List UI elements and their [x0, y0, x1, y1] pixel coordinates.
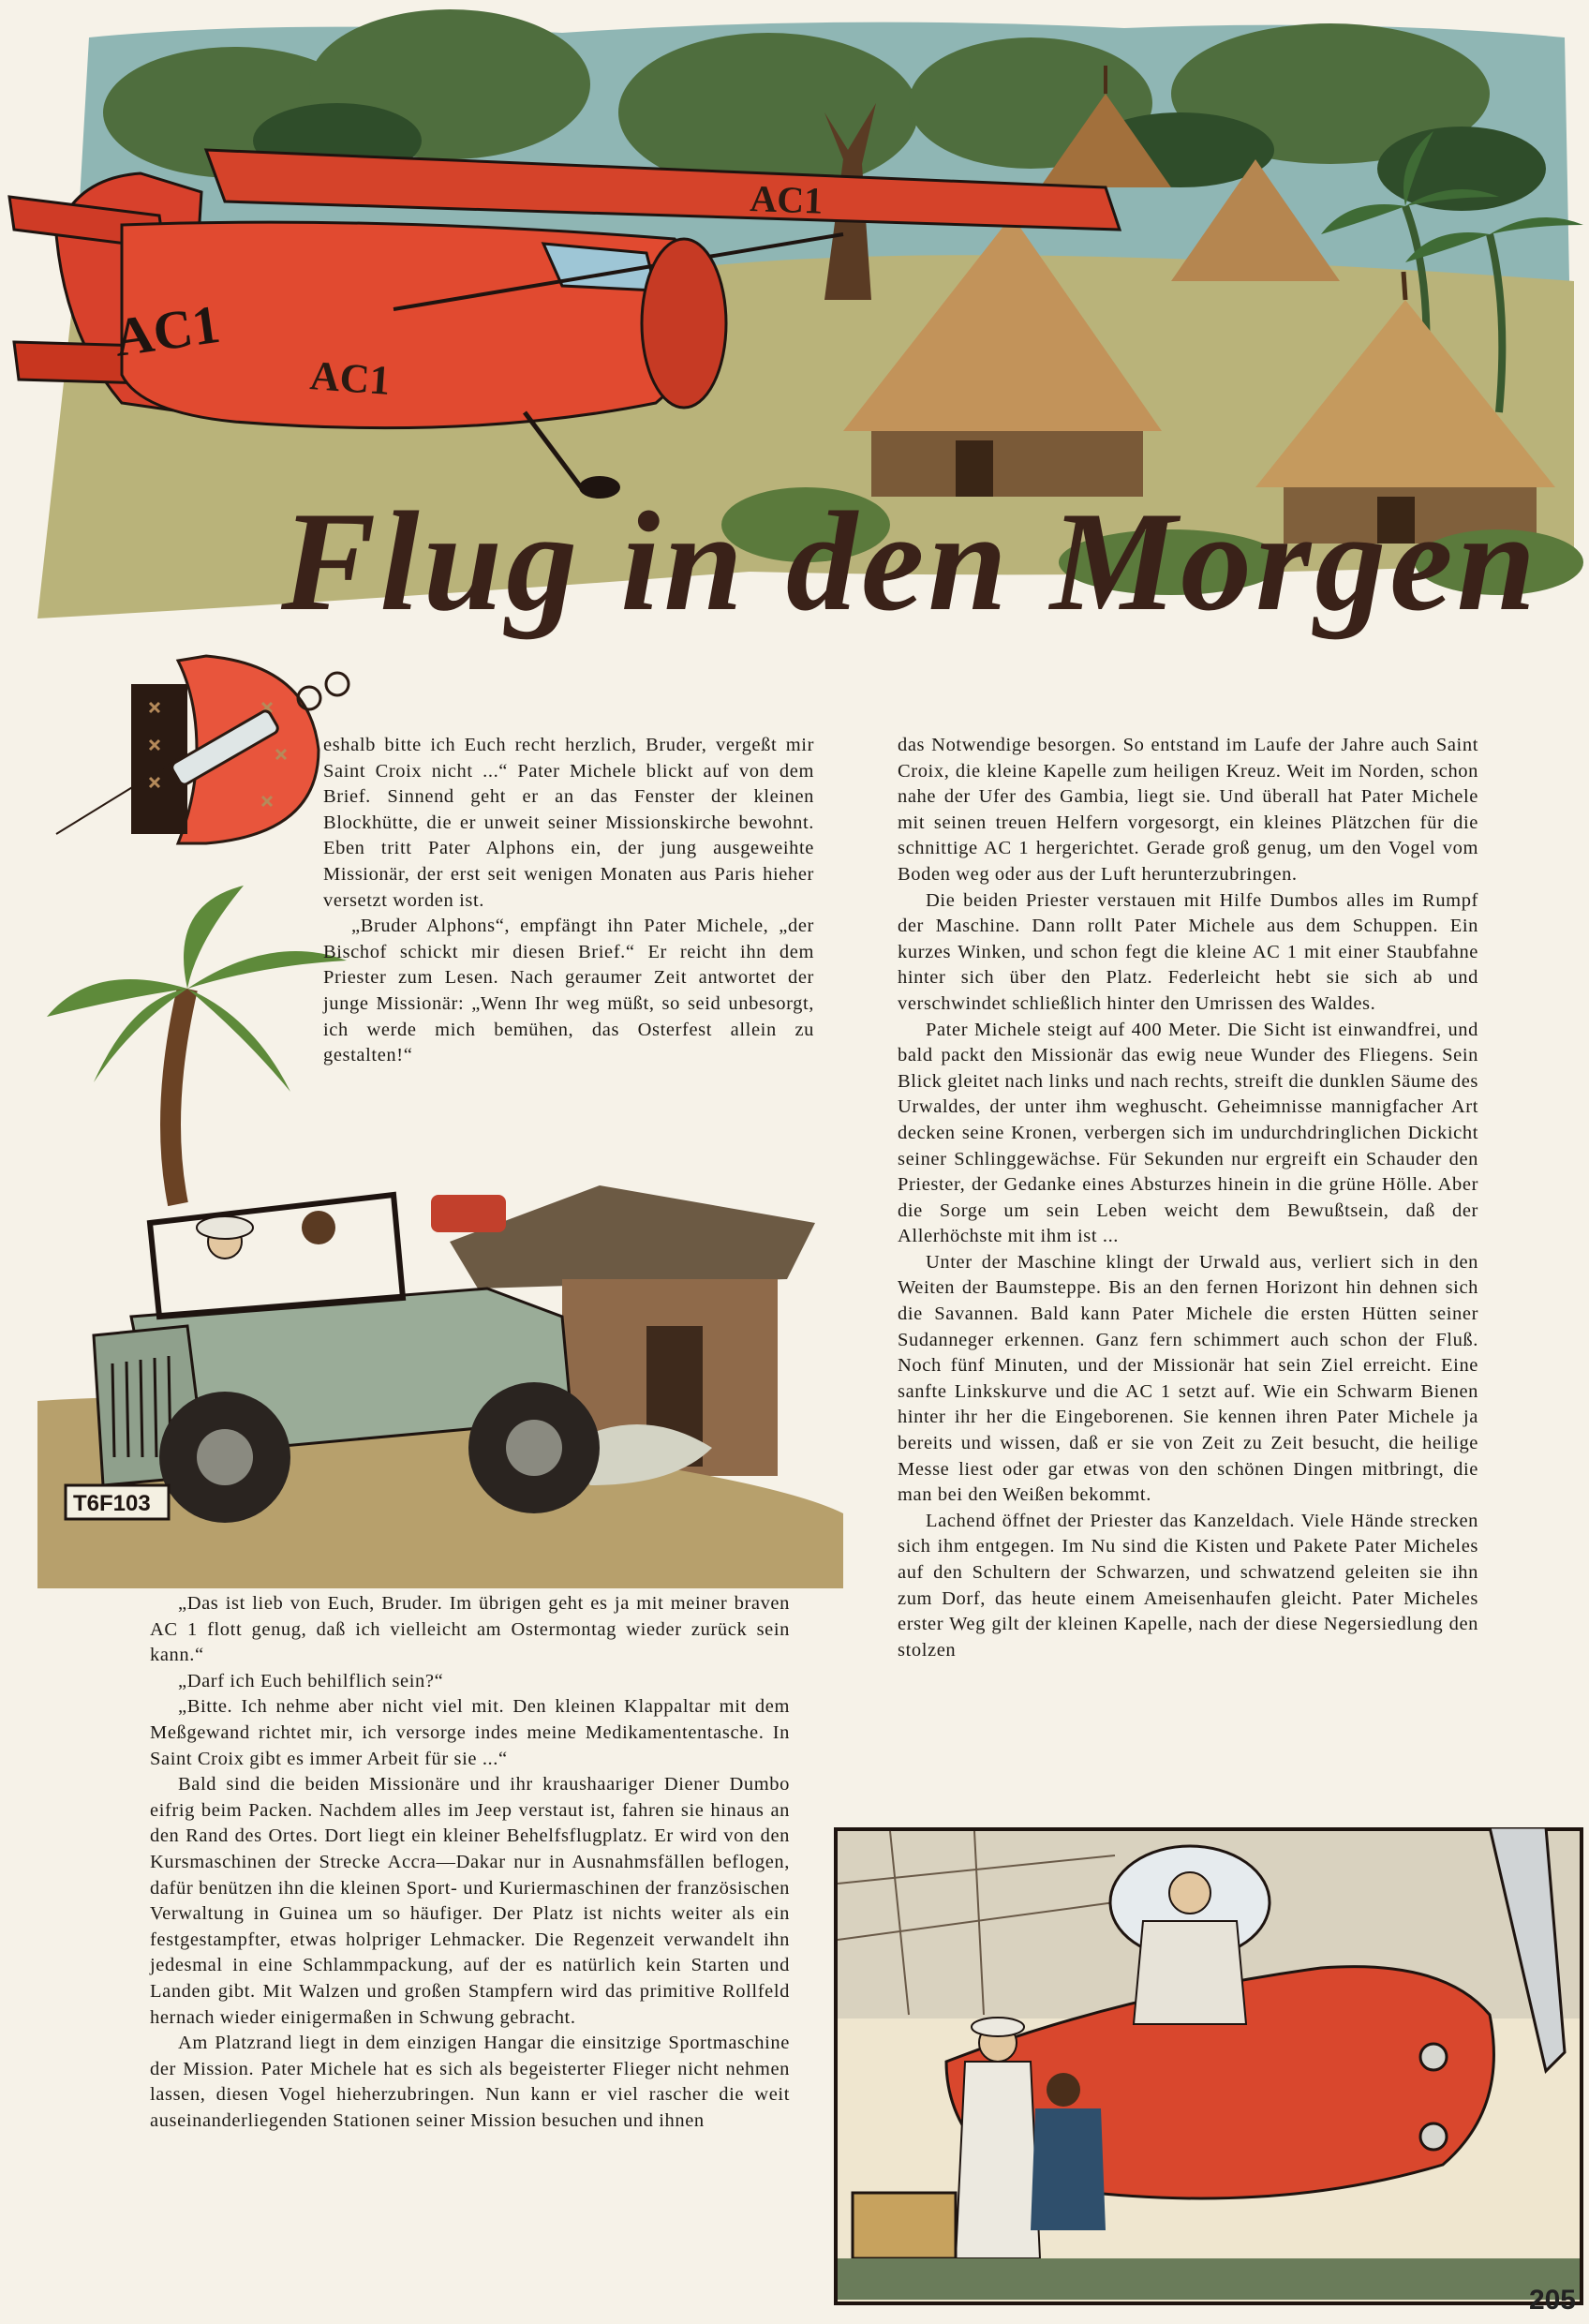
paragraph: Die beiden Priester verstauen mit Hilfe Dumbos alles im Rumpf der Maschine. Dann rollt Pater Michele aus dem Schuppen. Ein kurzes Winken, und schon fegt die kleine AC 1 mit einer Staubfahne hinter sich über den Platz. Federleicht hebt sie sich ab und verschwindet schließlich hinter den Umrissen des Waldes.: [898, 889, 1478, 1014]
page-number: 205: [1528, 2285, 1576, 2316]
paragraph: das Notwendige besorgen. So entstand im Laufe der Jahre auch Saint Croix, die kleine Kapelle zum heiligen Kreuz. Weit im Norden, schon nahe der Ufer des Gambia, liegt sie. Und überall hat Pater Michele mit seinen treuen Helfern vorgesorgt, ein kleines Plätzchen für die schnittige AC 1 hergerichtet. Gerade groß genug, um den Vogel vom Boden weg oder aus der Luft herunterzubringen.: [898, 735, 1478, 885]
column-left-top: [323, 733, 814, 1069]
paragraph: „Bitte. Ich nehme aber nicht viel mit. Den kleinen Klappaltar mit dem Meßgewand richtet mir, ich versorge indes meine Medikamententasche. In Saint Croix gibt es immer Arbeit für sie ...“: [150, 1696, 790, 1769]
paragraph: Unter der Maschine klingt der Urwald aus, verliert sich in den Weiten der Baumsteppe. Bis an den fernen Horizont hin dehnen sich die Savannen. Bald kann Pater Michele die ersten Hütten seiner Sudanneger erkennen. Ganz fern schimmert auch schon der Fluß. Noch fünf Minuten, und der Missionär hat sein Ziel erreicht. Eine sanfte Linkskurve und die AC 1 setzt auf. Wie ein Schwarm Bienen hinter ihr her die Eingeborenen. Sie kennen ihren Pater Michele ja bereits und wissen, daß er sie von Zeit zu Zeit besucht, die heilige Messe liest oder gar etwas von den schönen Dingen mitbringt, die man bei den Weißen bekommt.: [898, 1251, 1478, 1506]
column-left-bottom: [150, 1591, 790, 2134]
paragraph: eshalb bitte ich Euch recht herzlich, Bruder, vergeßt mir Saint Croix nicht ...“ Pater Michele blickt auf von dem Brief. Sinnend geht er an das Fenster der kleinen Blockhütte, die er unweit seiner Missionskirche bewohnt. Eben tritt Pater Alphons ein, der jung ausgeweihte Missionär, der erst seit wenigen Monaten aus Paris hieher versetzt worden ist.: [323, 735, 814, 911]
paragraph: „Darf ich Euch behilflich sein?“: [178, 1670, 444, 1691]
paragraph: „Das ist lieb von Euch, Bruder. Im übrigen geht es ja mit meiner braven AC 1 flott genug, daß ich vielleicht am Ostermontag wieder zurück sein kann.“: [150, 1593, 790, 1666]
jeep-license-plate: T6F103: [73, 1491, 151, 1516]
plane-marking-fuselage: AC1: [308, 352, 393, 404]
paragraph: Pater Michele steigt auf 400 Meter. Die Sicht ist einwandfrei, und bald packt den Missionär das ewig neue Wunder des Fliegens. Sein Blick gleitet nach links und nach rechts, streift die dunklen Säume des Urwaldes, der unter ihm weghuscht. Geheimnisse mannigfacher Art decken seine Kronen, verbergen sich im undurchdringlichen Dickicht seiner Schlinggewächse. Für Sekunden nur ergreift ein Schauder den Priester, der Gedanke eines Absturzes hinein in die grüne Hölle. Aber die Sorge um sein Leben weicht dem Bewußtsein, daß der Allerhöchste mit ihm ist ...: [898, 1019, 1478, 1247]
paragraph: Lachend öffnet der Priester das Kanzeldach. Viele Hände strecken sich ihm entgegen. Im Nu sind die Kisten und Pakete Pater Micheles auf den Schultern der Schwarzen, und schwatzend geleiten sie ihn zum Dorf, das heute einem Ameisenhaufen gleicht. Pater Micheles erster Weg gilt der kleinen Kapelle, nach der diese Negersiedlung den stolzen: [898, 1510, 1478, 1661]
plane-marking-wing: AC1: [749, 177, 824, 222]
header-illustration: [0, 0, 1589, 675]
paragraph: „Bruder Alphons“, empfängt ihn Pater Michele, „der Bischof schickt mir diesen Brief.“ Er reicht ihn dem Priester zum Lesen. Nach geraumer Zeit antwortet der junge Missionär: „Wenn Ihr weg müßt, so seid unbesorgt, ich werde mich bemühen, das Osterfest allein zu gestalten!“: [323, 916, 814, 1066]
airplane-boarding-illustration: [834, 1827, 1583, 2305]
paragraph: Bald sind die beiden Missionäre und ihr kraushaariger Diener Dumbo eifrig beim Packen. Nachdem alles im Jeep verstaut ist, fahren sie hinaus an den Rand des Ortes. Dort liegt ein kleiner Behelfsflugplatz. Er wird von den Kursmaschinen der Strecke Accra—Dakar nur in Ausnahmsfällen beflogen, dafür benützen ihn die kleinen Sport- und Kuriermaschinen der französischen Verwaltung in Guinea um so häufiger. Der Platz ist nichts weiter als ein festgestampfter, etwas holpriger Lehmacker. Die Regenzeit verwandelt ihn jedesmal in eine Schlammpackung, auf der es natürlich kein Starten und Landen gibt. Mit Walzen und großen Stampfern wird das primitive Rollfeld hernach wieder einigermaßen in Schwung gebracht.: [150, 1774, 790, 2028]
column-right: [898, 733, 1478, 1663]
article-title: Flug in den Morgen: [281, 483, 1540, 640]
plane-marking-tail: AC1: [110, 292, 224, 368]
paragraph: Am Platzrand liegt in dem einzigen Hangar die einsitzige Sportmaschine der Mission. Pater Michele hat es sich als begeisterter Flieger nicht nehmen lassen, diesen Vogel hieherzubringen. Nun kann er viel rascher die weit auseinanderliegenden Stationen seiner Mission besuchen und ihnen: [150, 2033, 790, 2131]
